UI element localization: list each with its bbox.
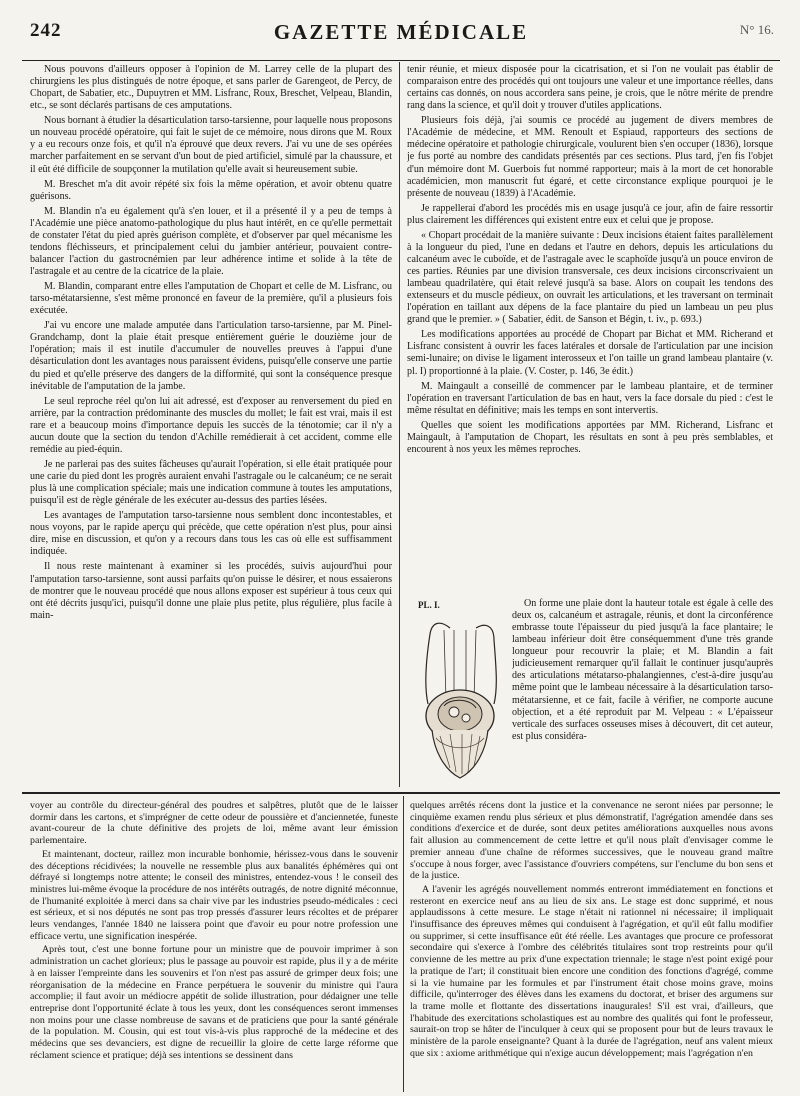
figure-adjacent-text: [512, 598, 773, 788]
paragraph: On forme une plaie dont la hauteur totale est égale à celle des deux os, calcanéum et astragale, réunis, et dont la circonférence embrasse toute l'épaisseur du pied jusqu'à la face plantaire; le lambeau inférieur doit être conséquemment d'une très grande longueur pour recouvrir la plaie; et M. Blandin a fait judicieusement remarquer qu'il fallait le continuer jusqu'auprès des articulations métatarso-phalangiennes, c'est-à-dire jusqu'au même point que le lambeau nécessaire à la désarticulation tarso-métatarsienne, et ce fait, facile à vérifier, ne comporte aucune objection, et a été reproduit par M. Velpeau : « L'épaisseur verticale des surfaces osseuses mises à découvert, dit cet auteur, est plus considéra-: [512, 598, 773, 742]
page-header: [22, 14, 780, 58]
paragraph: M. Breschet m'a dit avoir répété six fois la même opération, et avoir obtenu quatre guérisons.: [30, 178, 392, 202]
figure-label: PL. I.: [418, 600, 440, 610]
paragraph: tenir réunie, et mieux disposée pour la cicatrisation, et si l'on ne voulait pas établir de comparaison entre des procédés qui ont toujours une valeur et une importance réelles, dans certains cas donnés, on nous accordera sans peine, je crois, que le nôtre mérite de prendre rang dans la science, et qu'il doit y trouver d'utiles applications.: [407, 64, 773, 112]
article-left-column: [30, 64, 392, 782]
feuilleton-right-column: [410, 800, 773, 1088]
paragraph: Plusieurs fois déjà, j'ai soumis ce procédé au jugement de divers membres de l'Académie de médecine, et MM. Renoult et Espiaud, rapporteurs des sections de médecine opératoire et pathologie chirurgicale, voulurent bien s'en occuper (1836), lorsque je fus porté au nombre des candidats présentés par ces sections. Plus tard, j'en fis l'objet d'un mémoire dont M. Guerbois fut nommé rapporteur; mais à la mort de cet honorable académicien, mon manuscrit fut égaré, et cette circonstance explique pourquoi je le présente de nouveau (1839) à l'Académie.: [407, 115, 773, 199]
page-number: 242: [30, 20, 62, 41]
paragraph: Le seul reproche réel qu'on lui ait adressé, est d'exposer au renversement du pied en arrière, par la contraction prédominante des muscles du mollet; le fait est vrai, mais il est rare et a beaucoup moins d'importance depuis les succès de la ténotomie; car il n'y a aucun doute que la section du tendon d'Achille remédierait à cet accident, comme elle remédie au pied-équin.: [30, 395, 392, 455]
article-right-column: [407, 64, 773, 584]
quotation-paragraph: « Chopart procédait de la manière suivante : Deux incisions étaient faites parallèlement à la longueur du pied, l'une en dedans et l'autre en dehors, depuis les articulations du calcanéum avec le cuboïde, et de l'astragale avec le scaphoïde jusqu'à un pouce environ de ces parties. Réunies par une division transversale, ces deux incisions circonscrivaient un lambeau quadrilatère, qui était relevé jusqu'à sa base. Alors on coupait les tendons des extenseurs et du muscle pédieux, on ouvrait les articulations, et les traversant on terminait l'opération en taillant aux dépens de la face plantaire du pied un lambeau un peu plus grand que le premier. » ( Sabatier, édit. de Sanson et Bégin, t. iv., p. 693.): [407, 229, 773, 326]
paragraph: M. Blandin, comparant entre elles l'amputation de Chopart et celle de M. Lisfranc, ou tarso-métatarsienne, s'est même prononcé en faveur de la première, qu'il a plusieurs fois exécutée.: [30, 281, 392, 317]
paragraph: Il nous reste maintenant à examiner si les procédés, suivis aujourd'hui pour l'amputation tarso-tarsienne, sont aussi parfaits qu'on puisse le désirer, et nous essaierons de montrer que le nouveau procédé que nous allons exposer est supérieur à tous ceux qui ont été décrits jusqu'ici, puisqu'il donne une plaie plus petite, plus régulière, plus facile à main-: [30, 561, 392, 621]
paragraph: Les avantages de l'amputation tarso-tarsienne nous semblent donc incontestables, et nous voyons, par le rapide aperçu qui précède, que cette opération n'est plus, pour ainsi dire, mise en discussion, et qu'on y a recours dans tous les cas où elle est suffisamment indiquée.: [30, 510, 392, 558]
foot-sketch-illustration: [410, 600, 508, 790]
column-divider: [399, 62, 400, 787]
column-divider: [403, 796, 404, 1092]
paragraph: A l'avenir les agrégés nouvellement nommés entreront immédiatement en fonctions et resteront en exercice neuf ans au lieu de six ans. Le stage est donc supprimé, et nous applaudissons à cette mesure. Le stage n'était ni rationnel ni nécessaire; il impliquait l'insuffisance des épreuves mêmes qui conduisent à l'agrégation, et qu'il eût fallu modifier ou supprimer, si cette insuffisance eût été réelle. Les avantages que procure ce professorat secondaire qui s'exerce à l'ombre des célébrités titulaires sont trop restreints pour qu'il convienne de les mettre au prix d'une expectation triennale; le stage n'est point exigé pour la pratique de l'art; il constituait bien encore une condition des fonctions d'agrégé, comme si la vie humaine par les formules et par l'instrument était chose moins grave, moins difficile, qu'interroger des élèves dans les examens du doctorat, et briser des argumens sur la trame molle et flottante des dissertations inaugurales! S'il est vrai, d'ailleurs, que l'habitude des exercitations scholastiques est au nombre des qualités qui font le professeur, saurait-on trop se hâter de l'inculquer à ceux qui se proposent pour but de leurs travaux le ministère de la parole enseignante? Quant à la durée de l'agrégation, neuf ans valent mieux que six : axiome arithmétique qui n'exige aucun développement; mais l'agrégation n'en: [410, 883, 773, 1059]
issue-number: N° 16.: [739, 22, 774, 37]
paragraph: Après tout, c'est une bonne fortune pour un ministre que de pouvoir imprimer à son administration un cachet glorieux; plus le passage au pouvoir est rapide, plus il y a de mérite à en laisser l'empreinte dans les souvenirs et l'on n'est pas assuré de grimper deux fois; une réorganisation de la médecine en France perpétuera le souvenir du ministre qui l'aura accomplie; il faut avoir un médiocre appétit de solide illustration, pour dédaigner une telle entreprise dont l'opportunité éclate à tous les yeux, dont les conséquences seront immenses non moins pour une classe nombreuse de savans et de praticiens que pour la santé générale de la population. M. Cousin, qui est tout vis-à-vis plus rapproché de la médecine et des médecins que ses devanciers, est digne de recueillir la gloire de cette large réforme que réclament science et pratique; déjà ses intentions se dessinent dans: [30, 944, 398, 1061]
header-rule: [22, 60, 780, 61]
paragraph: M. Maingault a conseillé de commencer par le lambeau plantaire, et de terminer l'opération en traversant l'articulation de bas en haut, vers la face dorsale du pied : c'est le même résultat en définitive; mais les temps en sont intervertis.: [407, 380, 773, 416]
paragraph: J'ai vu encore une malade amputée dans l'articulation tarso-tarsienne, par M. Pinel-Grandchamp, dont la plaie était presque entièrement guérie le douzième jour de l'opération; mais il est inutile d'accumuler de nouvelles preuves à l'appui d'une désarticulation dont les avantages nous paraissent évidens, puisqu'elle conserve une partie du pied et qu'elle préserve des dangers de la difformité, qui sont la conséquence presque inévitable de l'amputation de la jambe.: [30, 320, 392, 392]
feuilleton-separator: [22, 792, 780, 794]
paragraph: Nous bornant à étudier la désarticulation tarso-tarsienne, pour laquelle nous proposons un nouveau procédé opératoire, qui fait le sujet de ce mémoire, nous dirons que M. Roux y a eu recours onze fois, et qu'il n'a éprouvé que deux revers. J'ai vu une de ses opérées marcher parfaitement en se servant d'un bout de pied artificiel, simulé par la chaussure, et il eût été difficile de soupçonner la mutilation qu'elle avait si heureusement subie.: [30, 115, 392, 175]
paragraph: Les modifications apportées au procédé de Chopart par Bichat et MM. Richerand et Lisfranc consistent à ouvrir les faces latérales et dorsale de l'articulation par une incision semi-lunaire; on divise le ligament interosseux et l'on taille un grand lambeau plantaire (v. pl. I) proportionné à la plaie. (V. Coster, p. 146, 3e édit.): [407, 329, 773, 377]
paragraph: quelques arrêtés récens dont la justice et la convenance ne seront niées par personne; le cinquième examen rendu plus sérieux et plus démonstratif, l'agrégation amendée dans ses conditions d'exercice et de durée, sont deux petites améliorations auxquelles nous avons fait allusion au commencement de cette lettre et qu'il nous plaît d'envisager comme le premier anneau d'une chaîne de réformes successives, que le nouveau grand maître s'occupe à nous forger, avec l'assistance d'ouvriers compétens, sur l'enclume du bon sens et de la justice.: [410, 800, 773, 882]
paragraph: voyer au contrôle du directeur-général des poudres et salpêtres, plutôt que de le laisser dormir dans les cartons, et s'imprégner de cette odeur de poussière et d'anciennetée, funeste avant-coureur de la chute définitive des projets de loi, même avant leur émission parlementaire.: [30, 800, 398, 847]
journal-title: GAZETTE MÉDICALE: [273, 20, 529, 44]
paragraph: Je rappellerai d'abord les procédés mis en usage jusqu'à ce jour, afin de faire ressortir plus clairement les différences qui existent entre eux et celui que je propose.: [407, 202, 773, 226]
paragraph: Nous pouvons d'ailleurs opposer à l'opinion de M. Larrey celle de la plupart des chirurgiens les plus distingués de notre époque, et sans parler de Garengeot, de Percy, de Chopart, de Sabatier, etc., Dupuytren et MM. Lisfranc, Roux, Breschet, Velpeau, Blandin, etc., se sont déclarés partisans de ces amputations.: [30, 64, 392, 112]
paragraph: Quelles que soient les modifications apportées par MM. Richerand, Lisfranc et Maingault, à l'amputation de Chopart, les résultats en sont à peu près semblables, et encourent à nos yeux les mêmes reproches.: [407, 419, 773, 455]
paragraph: Je ne parlerai pas des suites fâcheuses qu'aurait l'opération, si elle était pratiquée pour une carie du pied dont les progrès auraient envahi l'astragale ou le calcanéum; ce ne serait plus là une complication spéciale; mais une indication commune à toutes les amputations, puisqu'il est de règle générale de les exécuter au-dessus des parties lésées.: [30, 458, 392, 507]
foot-amputation-figure: [410, 600, 508, 790]
feuilleton-left-column: [30, 800, 398, 1088]
paragraph: Et maintenant, docteur, raillez mon incurable bonhomie, hérissez-vous dans le souvenir des déceptions récidivées; la nouvelle ne ressemble plus aux banalités éphémères qui ont défrayé si longtemps notre attente; le conseil des ministres, entendez-vous ! le conseil des ministres lui-même évoque la procédure de nos intérêts outragés, de notre dignité méconnue, de l'humanité exploitée à merci dans sa chair vive par les industries pseudo-médicales : ceci est sérieux, et si nos députés ne sont pas trop pressés d'assurer leurs récoltes et de préparer leurs vendanges, l'année 1840 ne laissera point que d'avoir eu pour notre profession une efficace vertu, une signification inespérée.: [30, 848, 398, 942]
paragraph: M. Blandin n'a eu également qu'à s'en louer, et il a présenté il y a peu de temps à l'Académie une pièce anatomo-pathologique du plus haut intérêt, en ce qu'elle permettait de constater l'état du pied après guérison complète, et d'observer par quel mécanisme les tendons fléchisseurs, et principalement celui du jambier antérieur, pouvaient contre-balancer l'action du gastrocnémien par leur adhérence intime et solide à la tête de l'astragale et au centre de la cicatrice de la plaie.: [30, 205, 392, 277]
